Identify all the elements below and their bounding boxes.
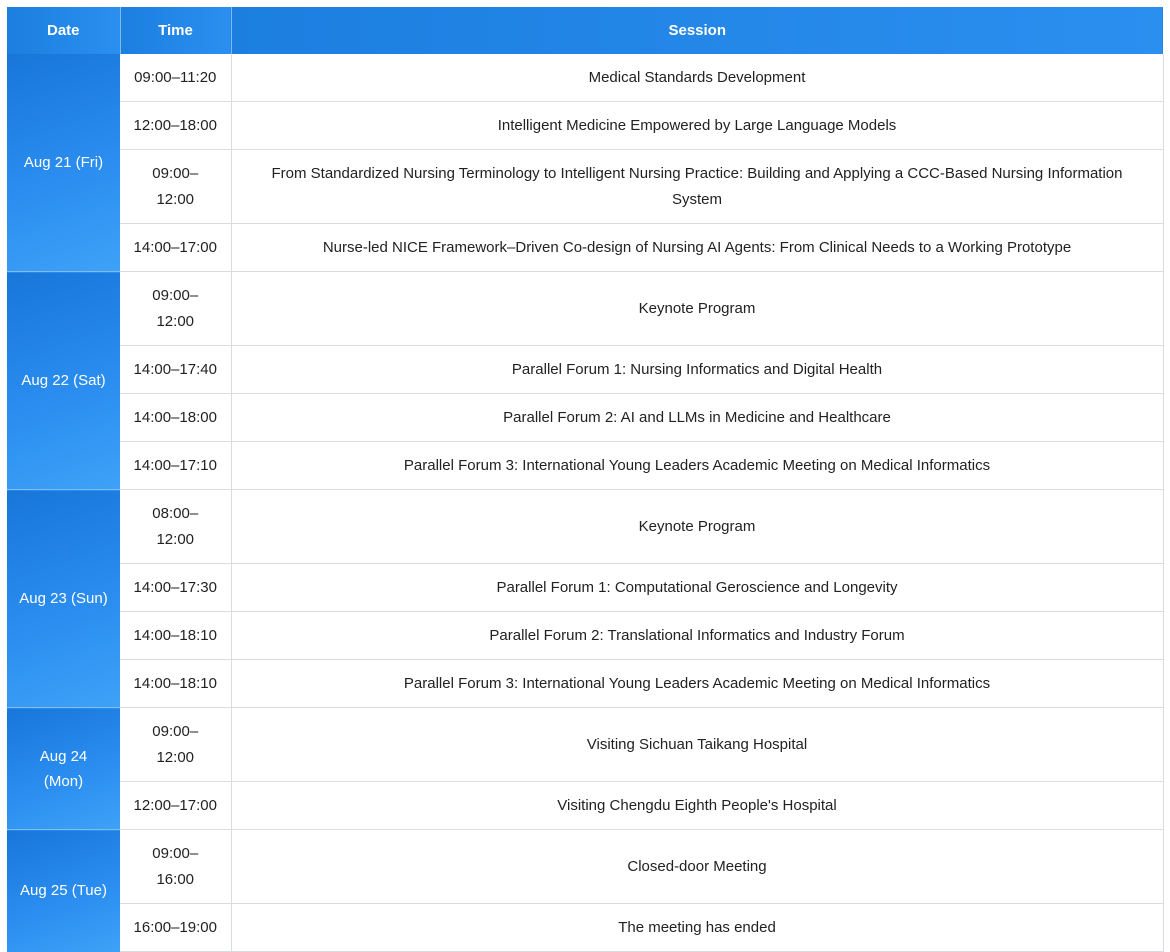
header-session: Session xyxy=(231,7,1163,54)
table-row xyxy=(7,54,1163,102)
schedule-container xyxy=(7,7,1163,952)
date-cell: Aug 25 (Tue) xyxy=(7,830,120,952)
table-row xyxy=(7,272,1163,346)
date-cell: Aug 23 (Sun) xyxy=(7,490,120,708)
session-cell: Medical Standards Development xyxy=(231,54,1163,102)
header-time: Time xyxy=(120,7,231,54)
time-cell: 09:00–16:00 xyxy=(120,830,231,904)
time-cell: 09:00–12:00 xyxy=(120,150,231,224)
session-cell: Nurse-led NICE Framework–Driven Co-design of Nursing AI Agents: From Clinical Needs to a Working Prototype xyxy=(231,224,1163,272)
session-cell: Parallel Forum 1: Nursing Informatics and Digital Health xyxy=(231,346,1163,394)
session-cell: Parallel Forum 1: Computational Geroscience and Longevity xyxy=(231,564,1163,612)
date-cell: Aug 24 (Mon) xyxy=(7,708,120,830)
time-cell: 14:00–17:30 xyxy=(120,564,231,612)
header-date: Date xyxy=(7,7,120,54)
session-cell: The meeting has ended xyxy=(231,904,1163,952)
schedule-table xyxy=(7,7,1164,952)
time-cell: 14:00–17:40 xyxy=(120,346,231,394)
session-cell: From Standardized Nursing Terminology to Intelligent Nursing Practice: Building and Applying a CCC-Based Nursing Information System xyxy=(231,150,1163,224)
table-row xyxy=(7,708,1163,782)
table-row xyxy=(7,564,1163,612)
header-row xyxy=(7,7,1163,54)
table-row xyxy=(7,490,1163,564)
session-cell: Keynote Program xyxy=(231,490,1163,564)
session-cell: Intelligent Medicine Empowered by Large Language Models xyxy=(231,102,1163,150)
date-cell: Aug 21 (Fri) xyxy=(7,54,120,272)
time-cell: 09:00–12:00 xyxy=(120,708,231,782)
time-cell: 14:00–17:00 xyxy=(120,224,231,272)
table-row xyxy=(7,612,1163,660)
session-cell: Keynote Program xyxy=(231,272,1163,346)
time-cell: 14:00–18:10 xyxy=(120,660,231,708)
time-cell: 08:00–12:00 xyxy=(120,490,231,564)
table-row xyxy=(7,830,1163,904)
session-cell: Parallel Forum 2: AI and LLMs in Medicine and Healthcare xyxy=(231,394,1163,442)
table-row xyxy=(7,660,1163,708)
time-cell: 09:00–11:20 xyxy=(120,54,231,102)
table-row xyxy=(7,904,1163,952)
time-cell: 14:00–17:10 xyxy=(120,442,231,490)
session-cell: Visiting Sichuan Taikang Hospital xyxy=(231,708,1163,782)
table-row xyxy=(7,782,1163,830)
table-row xyxy=(7,346,1163,394)
time-cell: 12:00–17:00 xyxy=(120,782,231,830)
table-row xyxy=(7,150,1163,224)
session-cell: Closed-door Meeting xyxy=(231,830,1163,904)
session-cell: Parallel Forum 3: International Young Leaders Academic Meeting on Medical Informatics xyxy=(231,442,1163,490)
time-cell: 16:00–19:00 xyxy=(120,904,231,952)
session-cell: Parallel Forum 3: International Young Leaders Academic Meeting on Medical Informatics xyxy=(231,660,1163,708)
time-cell: 12:00–18:00 xyxy=(120,102,231,150)
time-cell: 14:00–18:10 xyxy=(120,612,231,660)
time-cell: 09:00–12:00 xyxy=(120,272,231,346)
date-cell: Aug 22 (Sat) xyxy=(7,272,120,490)
time-cell: 14:00–18:00 xyxy=(120,394,231,442)
table-row xyxy=(7,442,1163,490)
table-row xyxy=(7,224,1163,272)
table-row xyxy=(7,394,1163,442)
table-row xyxy=(7,102,1163,150)
session-cell: Visiting Chengdu Eighth People's Hospital xyxy=(231,782,1163,830)
session-cell: Parallel Forum 2: Translational Informatics and Industry Forum xyxy=(231,612,1163,660)
